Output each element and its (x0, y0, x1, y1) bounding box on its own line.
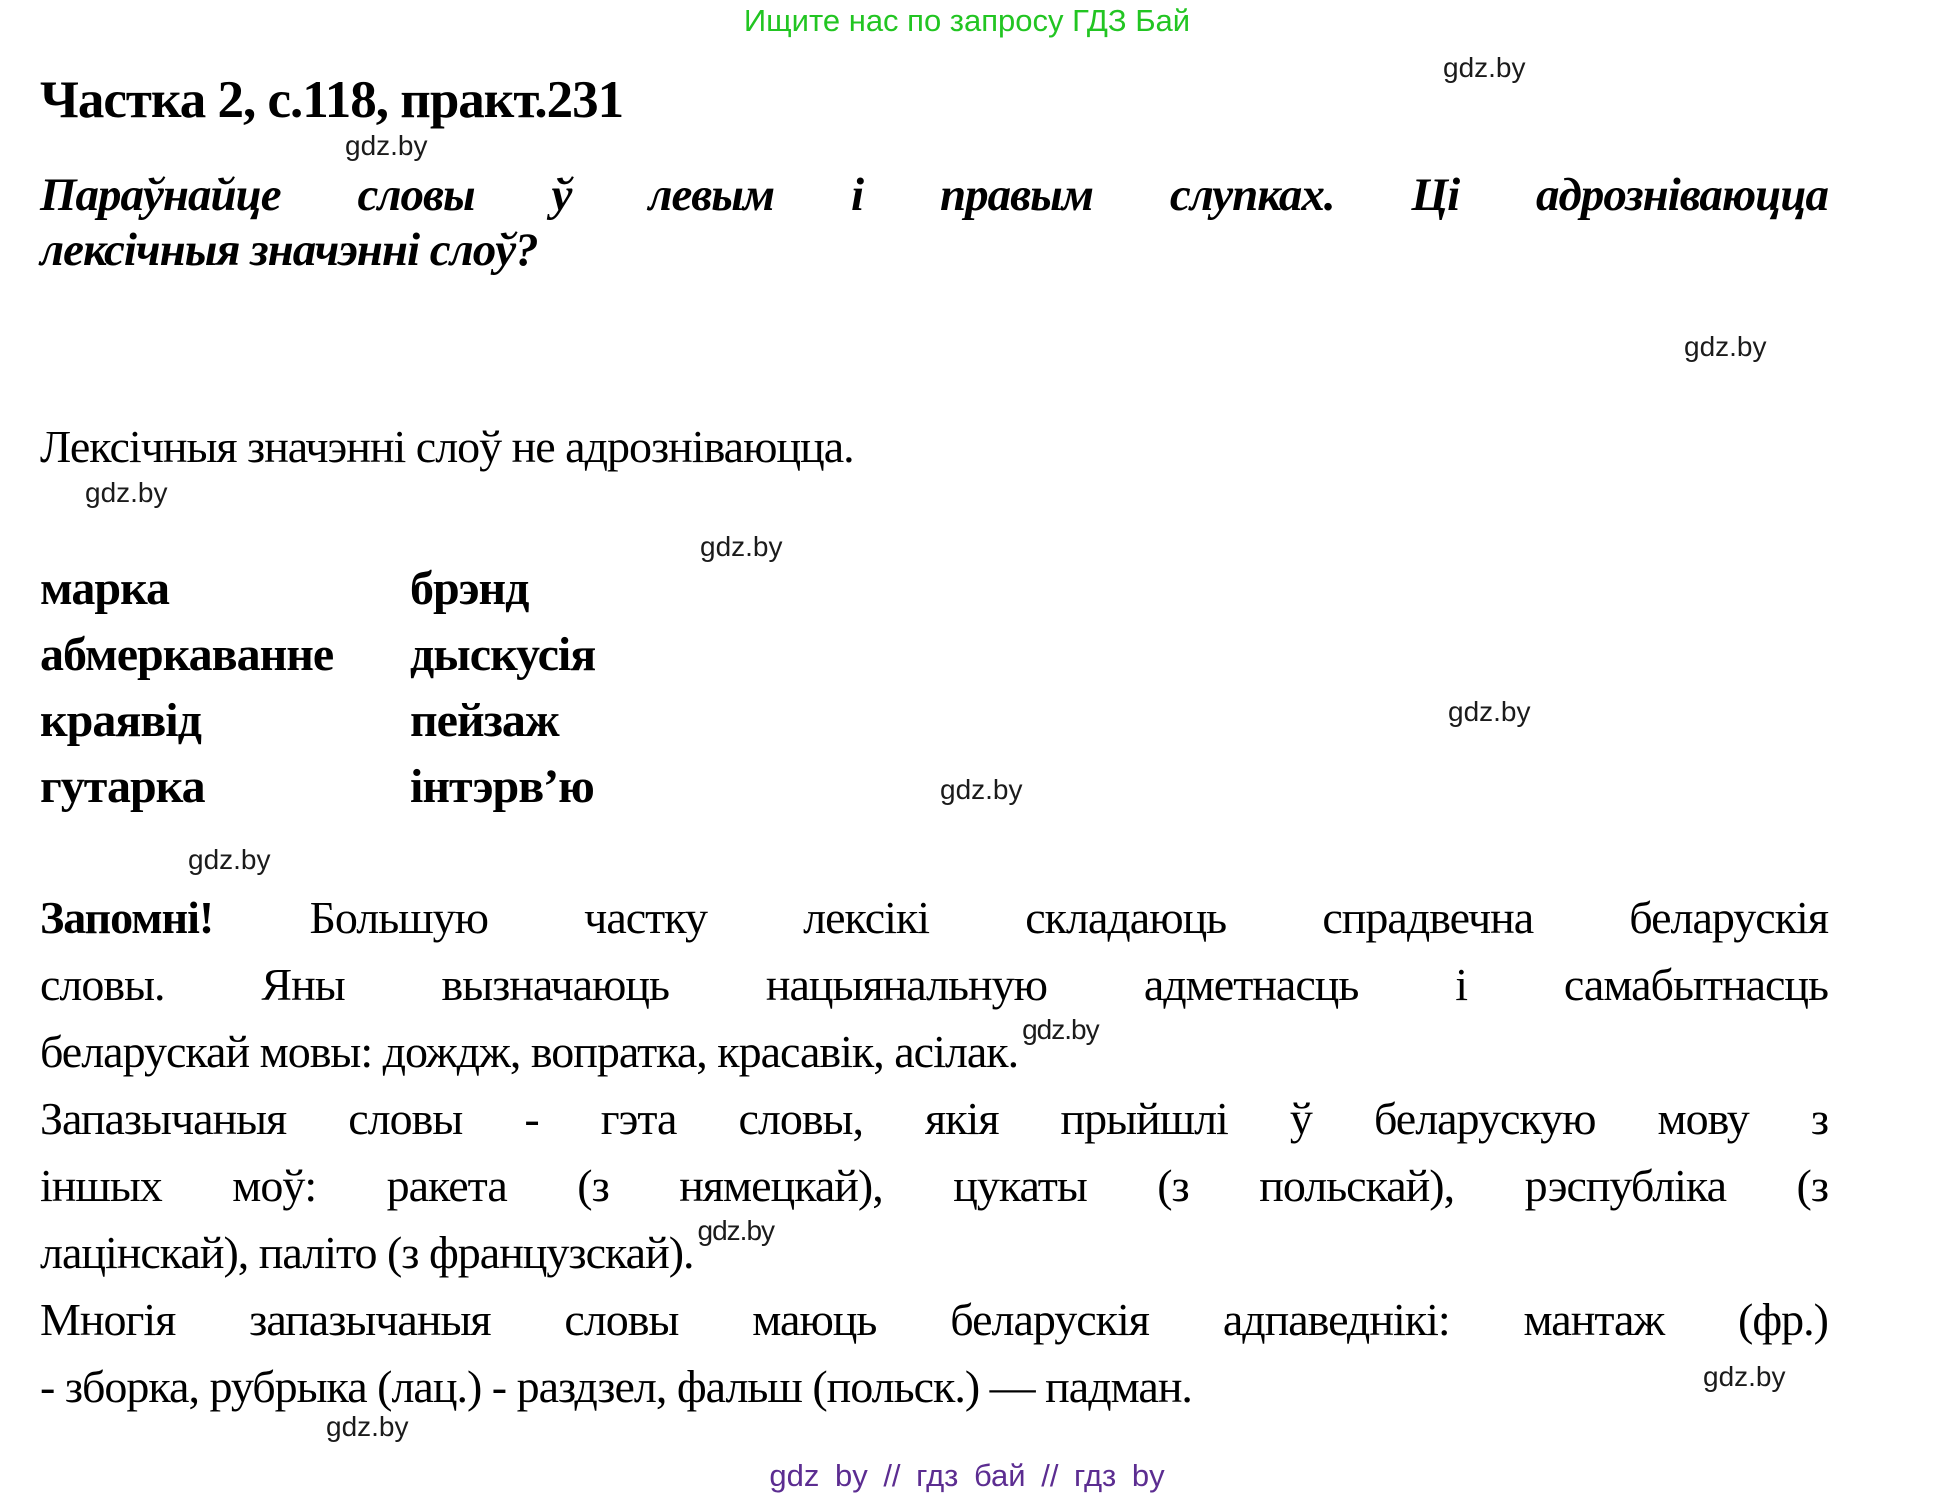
word-left: марка (40, 562, 169, 615)
word-left: краявід (40, 694, 201, 747)
loanwords-line-2: іншых моў: ракета (з нямецкай), цукаты (з польскай), рэспубліка (з (40, 1160, 1828, 1211)
loanwords-line-3 (40, 1215, 1828, 1286)
question-line-2: лексічныя значэнні слоў? (40, 224, 538, 276)
gdz-watermark: gdz.by (326, 1411, 409, 1442)
note-label: Запомні! (40, 892, 214, 943)
exercise-question (40, 168, 1828, 278)
note-line-3-text: беларускай мовы: дождж, вопратка, красавік, асілак. (40, 1026, 1019, 1077)
note-line-1 (40, 884, 1828, 951)
table-row (40, 754, 595, 820)
gdz-watermark: gdz.by (85, 477, 168, 508)
promo-banner: Ищите нас по запросу ГДЗ Бай (743, 3, 1191, 38)
page-title: Частка 2, с.118, практ.231 (40, 71, 624, 129)
gdz-watermark: gdz.by (700, 531, 783, 562)
equivalents-line-1: Многія запазычаныя словы маюць беларускія адпаведнікі: мантаж (фр.) (40, 1294, 1828, 1345)
gdz-watermark: gdz.by (1703, 1361, 1786, 1392)
loanwords-line-1: Запазычаныя словы - гэта словы, якія прыйшлі ў беларускую мову з (40, 1093, 1828, 1144)
gdz-watermark: gdz.by (1448, 696, 1531, 727)
theory-text (40, 884, 1828, 1420)
gdz-watermark: gdz.by (1443, 52, 1526, 83)
question-line-1: Параўнайце словы ў левым і правым слупках. Ці адрозніваюцца (40, 169, 1828, 221)
word-right: пейзаж (410, 694, 559, 747)
word-pairs-table (40, 556, 595, 820)
note-line-2: словы. Яны вызначаюць нацыянальную адметнасць і самабытнасць (40, 959, 1828, 1010)
table-row (40, 556, 595, 622)
word-left: абмеркаванне (40, 628, 334, 681)
gdz-watermark-superscript: gdz.by (1022, 1014, 1099, 1045)
equivalents-line-2: - зборка, рубрыка (лац.) - раздзел, фальш (польск.) — падман. (40, 1361, 1192, 1412)
note-line-1-text: Большую частку лексікі складаюць спрадвечна беларускія (309, 892, 1828, 943)
answer-line: Лексічныя значэнні слоў не адрозніваюцца. (40, 421, 854, 472)
word-left: гутарка (40, 760, 205, 813)
gdz-watermark: gdz.by (940, 774, 1023, 805)
gdz-watermark: gdz.by (188, 844, 271, 875)
word-right: брэнд (410, 562, 529, 615)
word-right: дыскусія (410, 628, 596, 681)
note-line-3 (40, 1014, 1828, 1085)
footer-keywords: gdz by // гдз бай // гдз by (769, 1458, 1165, 1493)
word-right: інтэрв’ю (410, 760, 594, 813)
loanwords-line-3-text: лацінскай), паліто (з французскай). (40, 1227, 694, 1278)
gdz-watermark-superscript: gdz.by (697, 1215, 775, 1246)
table-row (40, 688, 595, 754)
table-row (40, 622, 595, 688)
gdz-watermark: gdz.by (1684, 331, 1767, 362)
gdz-watermark: gdz.by (345, 130, 428, 161)
